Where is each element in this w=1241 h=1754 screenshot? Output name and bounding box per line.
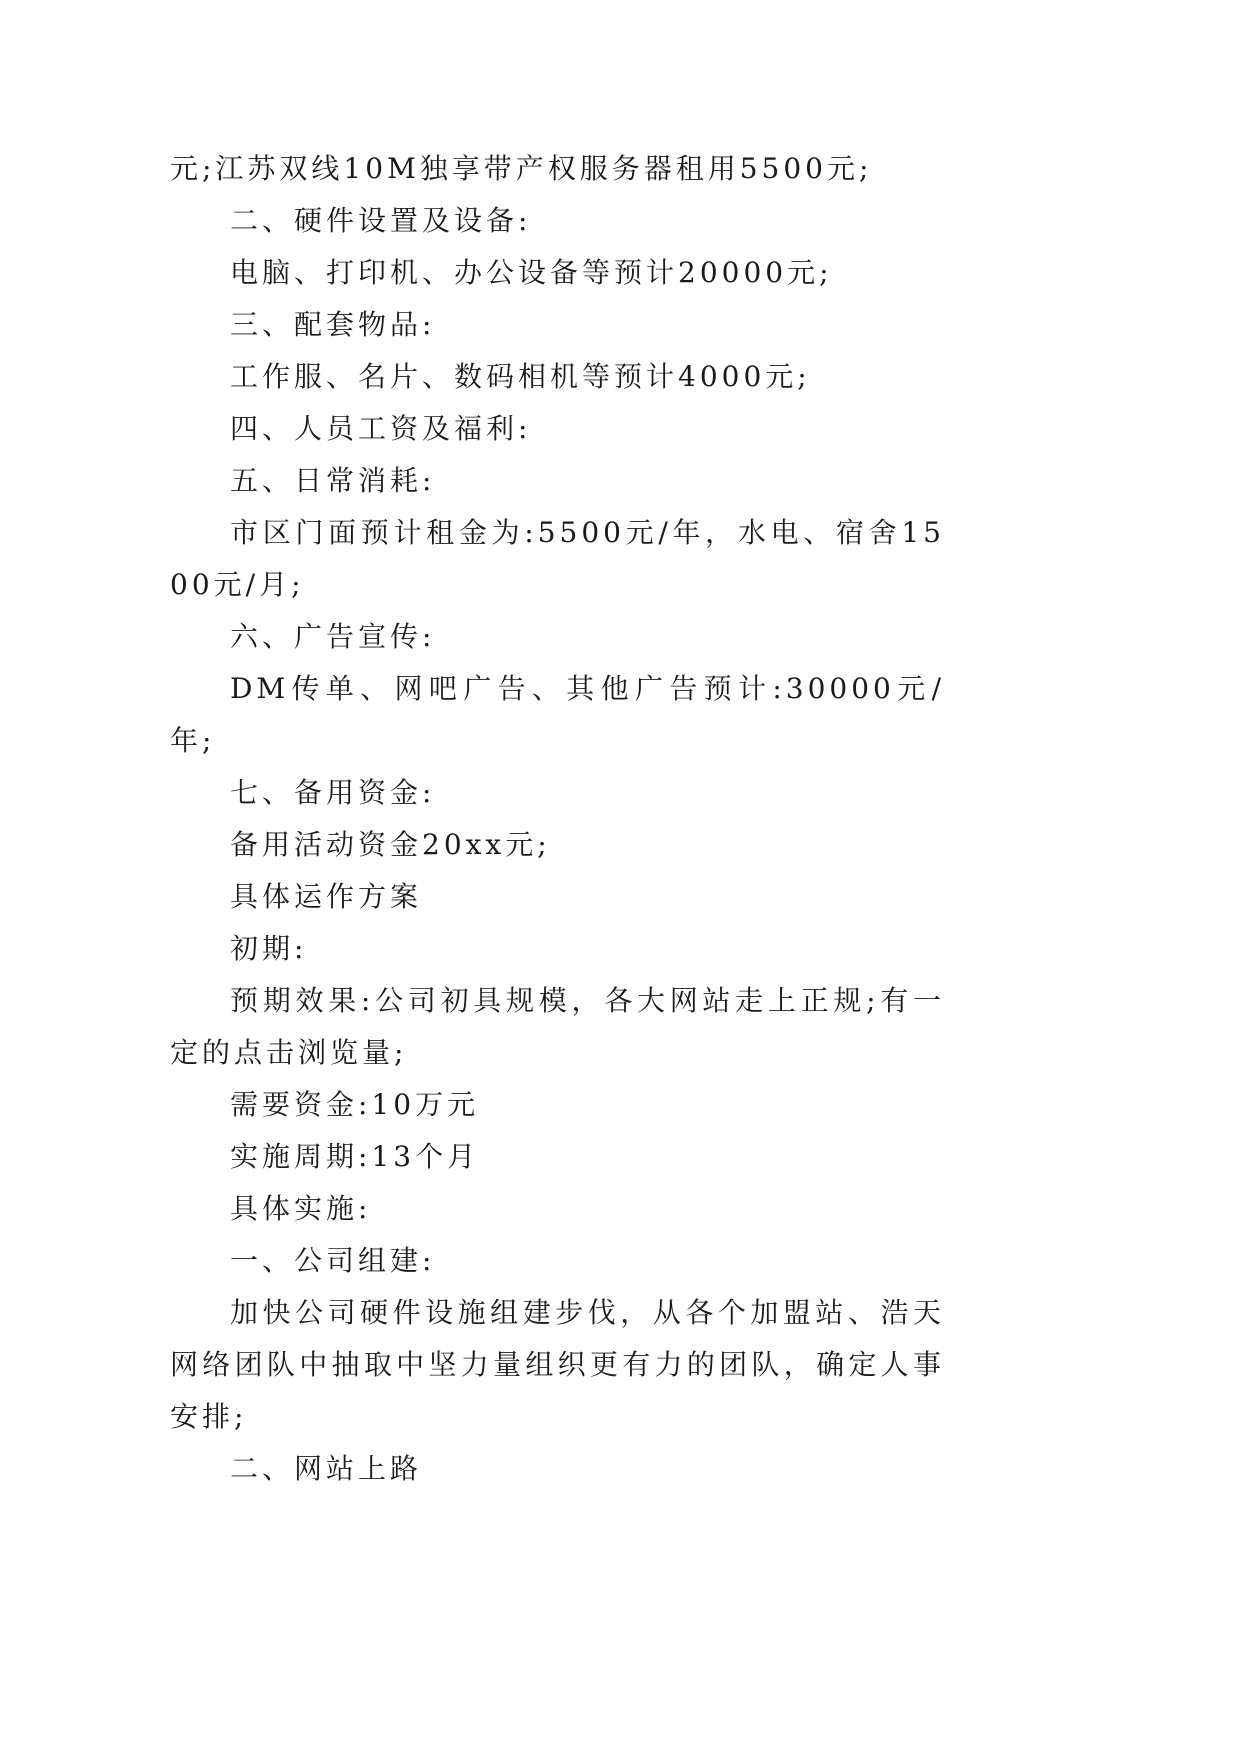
section-heading: 七、备用资金: bbox=[230, 776, 436, 809]
section-heading: 二、网站上路 bbox=[230, 1452, 423, 1485]
paragraph: 实施周期:13个月 bbox=[230, 1140, 480, 1173]
section-heading: 具体运作方案 bbox=[230, 880, 423, 913]
section-heading: 五、日常消耗: bbox=[230, 464, 436, 497]
paragraph: 备用活动资金20xx元; bbox=[230, 828, 551, 861]
document-body bbox=[170, 143, 945, 1495]
paragraph: 市区门面预计租金为:5500元/年，水电、宿舍1500元/月; bbox=[170, 516, 945, 601]
paragraph: 工作服、名片、数码相机等预计4000元; bbox=[230, 360, 811, 393]
section-heading: 四、人员工资及福利: bbox=[230, 412, 532, 445]
section-heading: 初期: bbox=[230, 932, 308, 965]
section-heading: 六、广告宣传: bbox=[230, 620, 436, 653]
paragraph: DM传单、网吧广告、其他广告预计:30000元/年; bbox=[170, 672, 945, 757]
section-heading: 三、配套物品: bbox=[230, 308, 436, 341]
paragraph: 预期效果:公司初具规模，各大网站走上正规;有一定的点击浏览量; bbox=[170, 984, 945, 1069]
section-heading: 二、硬件设置及设备: bbox=[230, 204, 532, 237]
section-heading: 一、公司组建: bbox=[230, 1244, 436, 1277]
paragraph: 需要资金:10万元 bbox=[230, 1088, 480, 1121]
section-heading: 具体实施: bbox=[230, 1192, 372, 1225]
paragraph: 加快公司硬件设施组建步伐，从各个加盟站、浩天网络团队中抽取中坚力量组织更有力的团队，确定人事安排; bbox=[170, 1296, 945, 1433]
paragraph: 元;江苏双线10M独享带产权服务器租用5500元; bbox=[170, 152, 873, 185]
paragraph: 电脑、打印机、办公设备等预计20000元; bbox=[230, 256, 833, 289]
